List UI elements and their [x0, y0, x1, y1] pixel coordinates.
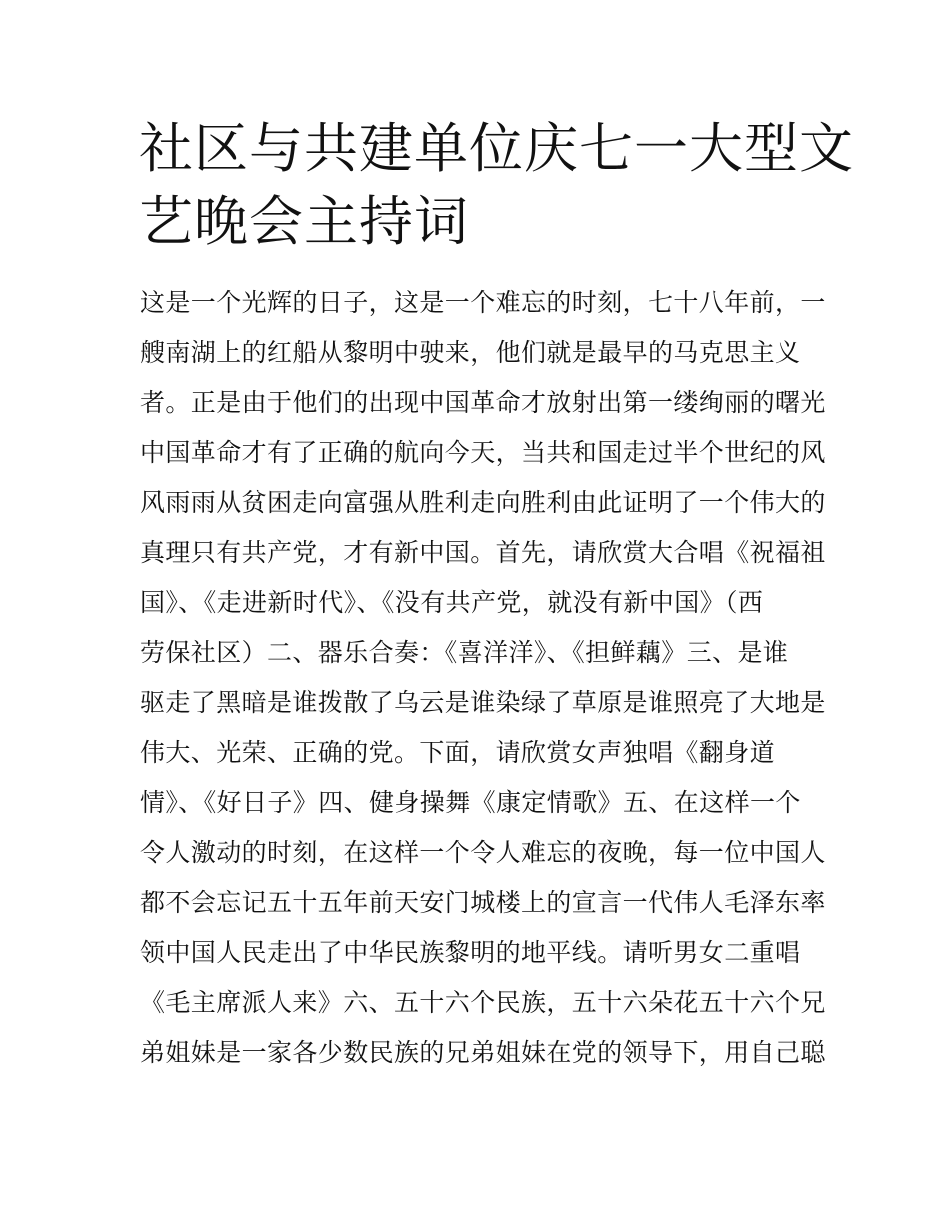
title-line-1: 社区与共建单位庆七一大型文 [139, 117, 854, 180]
document-title [139, 112, 854, 258]
body-line: 伟大、光荣、正确的党。下面，请欣赏女声独唱《翻身道 [140, 738, 776, 767]
title-line-2: 艺晚会主持词 [139, 190, 469, 253]
body-line: 艘南湖上的红船从黎明中驶来，他们就是最早的马克思主义 [140, 338, 801, 367]
body-line: 都不会忘记五十五年前天安门城楼上的宣言一代伟人毛泽东率 [140, 888, 826, 917]
body-line: 弟姐妹是一家各少数民族的兄弟姐妹在党的领导下，用自己聪 [140, 1038, 826, 1067]
body-line: 国》、《走进新时代》、《没有共产党，就没有新中国》（西 [140, 588, 764, 617]
body-line: 者。正是由于他们的出现中国革命才放射出第一缕绚丽的曙光 [140, 388, 826, 417]
body-line: 驱走了黑暗是谁拨散了乌云是谁染绿了草原是谁照亮了大地是 [140, 688, 826, 717]
document-body [140, 278, 826, 1078]
body-line: 这是一个光辉的日子，这是一个难忘的时刻，七十八年前，一 [140, 288, 826, 317]
body-line: 风雨雨从贫困走向富强从胜利走向胜利由此证明了一个伟大的 [140, 488, 826, 517]
body-line: 《毛主席派人来》六、五十六个民族，五十六朵花五十六个兄 [140, 988, 826, 1017]
body-line: 情》、《好日子》四、健身操舞《康定情歌》五、在这样一个 [140, 788, 801, 817]
body-line: 劳保社区）二、器乐合奏：《喜洋洋》、《担鲜藕》三、是谁 [140, 638, 789, 667]
body-line: 中国革命才有了正确的航向今天，当共和国走过半个世纪的风 [140, 438, 826, 467]
body-line: 令人激动的时刻，在这样一个令人难忘的夜晚，每一位中国人 [140, 838, 826, 867]
body-line: 真理只有共产党，才有新中国。首先，请欣赏大合唱《祝福祖 [140, 538, 826, 567]
body-line: 领中国人民走出了中华民族黎明的地平线。请听男女二重唱 [140, 938, 801, 967]
